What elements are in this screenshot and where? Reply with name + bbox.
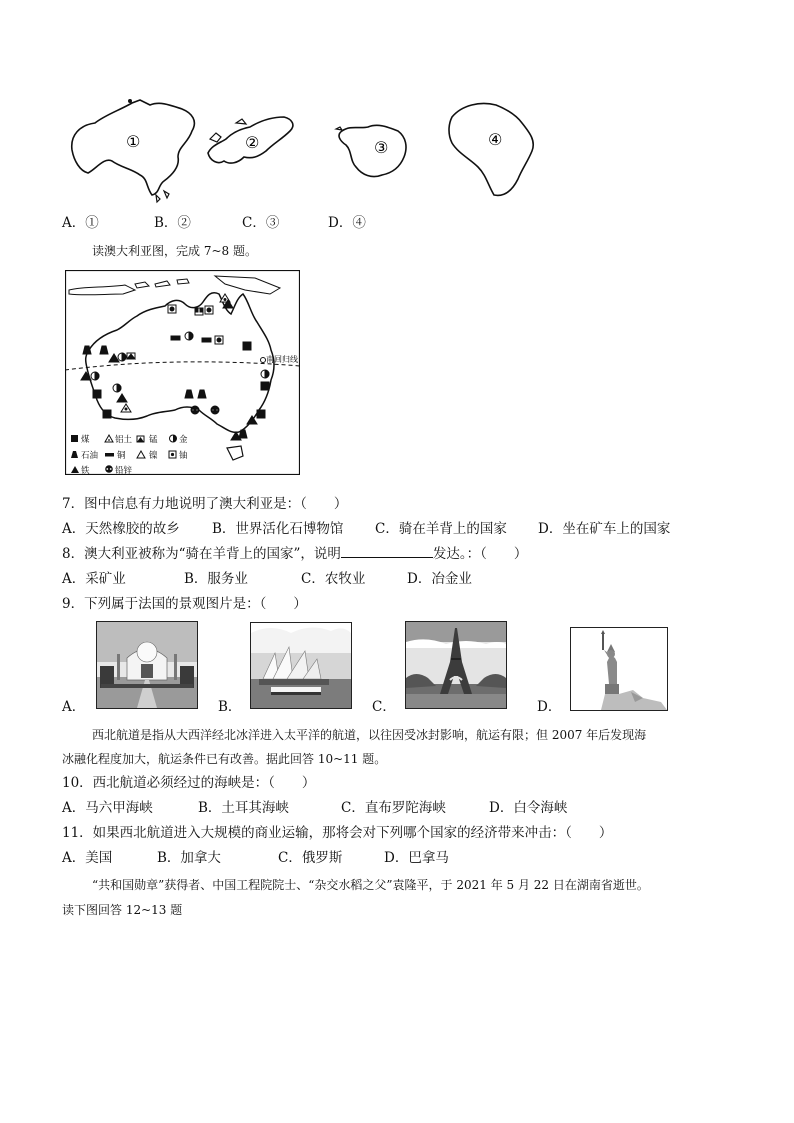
q11-stem: 11．如果西北航道进入大规模的商业运输，那将会对下列哪个国家的经济带来冲击：（ ）: [62, 825, 613, 841]
label-1: ①: [126, 132, 141, 151]
intro-australia: 读澳大利亚图，完成 7~8 题。: [92, 244, 257, 258]
passage-northwest-line2: 冰融化程度加大，航运条件已有改善。据此回答 10~11 题。: [62, 752, 387, 766]
legend-copper-label: 铜: [117, 451, 126, 461]
q9-option-b[interactable]: B．: [218, 699, 242, 715]
legend-gold-label: 金: [179, 435, 188, 445]
q9-option-c[interactable]: C．: [372, 699, 396, 715]
eiffel-tower-photo[interactable]: [405, 621, 507, 709]
option-b[interactable]: B．②: [154, 215, 191, 231]
legend-bauxite-label: 铝土: [115, 435, 133, 445]
option-a[interactable]: A．①: [62, 215, 99, 231]
sydney-opera-house-photo[interactable]: [250, 622, 352, 709]
q10-option-b[interactable]: B．土耳其海峡: [198, 800, 289, 816]
q8-stem-after: 发达。：（ ）: [432, 546, 528, 562]
q7-option-d[interactable]: D．坐在矿车上的国家: [538, 521, 671, 537]
q11-option-b[interactable]: B．加拿大: [157, 850, 221, 866]
option-d[interactable]: D．④: [328, 215, 366, 231]
statue-of-liberty-photo[interactable]: [570, 627, 668, 711]
q7-option-a[interactable]: A．天然橡胶的故乡: [62, 521, 180, 537]
q7-option-c[interactable]: C．骑在羊背上的国家: [375, 521, 507, 537]
legend-iron-label: 铁: [81, 466, 90, 475]
continent-options: [62, 214, 366, 232]
q10-stem: 10．西北航道必须经过的海峡是：（ ）: [62, 775, 316, 791]
legend-manganese-label: 锰: [149, 435, 158, 445]
q10-option-d[interactable]: D．白令海峡: [489, 800, 568, 816]
continent-outlines: [60, 95, 540, 205]
tropic-label: 南回归线: [266, 355, 298, 364]
label-2: ②: [245, 133, 260, 152]
africa-outline: [449, 104, 533, 196]
legend-uranium-label: 铀: [179, 451, 188, 461]
q11-option-d[interactable]: D．巴拿马: [384, 850, 449, 866]
q10-option-a[interactable]: A．马六甲海峡: [62, 800, 153, 816]
antarctica-outline: [339, 125, 406, 176]
legend-nickel-label: 镍: [149, 451, 158, 461]
q10-options: [62, 799, 567, 817]
q8-options: [62, 570, 472, 588]
q8-option-d[interactable]: D．冶金业: [407, 571, 472, 587]
q8-option-b[interactable]: B．服务业: [184, 571, 248, 587]
legend-coal-label: 煤: [81, 435, 90, 445]
legend-oil-label: 石油: [81, 451, 99, 461]
taj-mahal-photo[interactable]: [96, 621, 198, 709]
label-3: ③: [374, 138, 389, 157]
australia-map: [65, 270, 300, 475]
q9-stem: 9．下列属于法国的景观图片是：（ ）: [62, 596, 307, 612]
q11-option-a[interactable]: A．美国: [62, 850, 113, 866]
q9-option-d[interactable]: D．: [537, 699, 562, 715]
passage-yuan-line1: “共和国勋章”获得者、中国工程院院士、“杂交水稻之父”袁隆平，于 2021 年 5 月 22 日在湖南省逝世。: [92, 878, 649, 892]
label-4: ④: [488, 130, 503, 149]
q11-options: [62, 849, 449, 867]
q7-stem: 7．图中信息有力地说明了澳大利亚是：（ ）: [62, 496, 348, 512]
option-c[interactable]: C．③: [242, 215, 280, 231]
q7-options: [62, 520, 670, 538]
q10-option-c[interactable]: C．直布罗陀海峡: [341, 800, 446, 816]
q8-option-a[interactable]: A．采矿业: [62, 571, 126, 587]
q7-option-b[interactable]: B．世界活化石博物馆: [212, 521, 344, 537]
q8-blank: [341, 545, 433, 558]
q9-option-a[interactable]: A．: [62, 699, 86, 715]
q8-stem-before: 8．澳大利亚被称为“骑在羊背上的国家”，说明: [62, 546, 341, 562]
q8-option-c[interactable]: C．农牧业: [301, 571, 366, 587]
legend-lead-zinc-label: 铅锌: [115, 466, 133, 475]
q8-stem: [62, 545, 527, 563]
passage-yuan-line2: 读下图回答 12~13 题: [62, 903, 183, 917]
passage-northwest-line1: 西北航道是指从大西洋经北冰洋进入太平洋的航道，以往因受冰封影响，航运有限；但 2007 年后发现海: [92, 728, 647, 742]
q11-option-c[interactable]: C．俄罗斯: [278, 850, 343, 866]
